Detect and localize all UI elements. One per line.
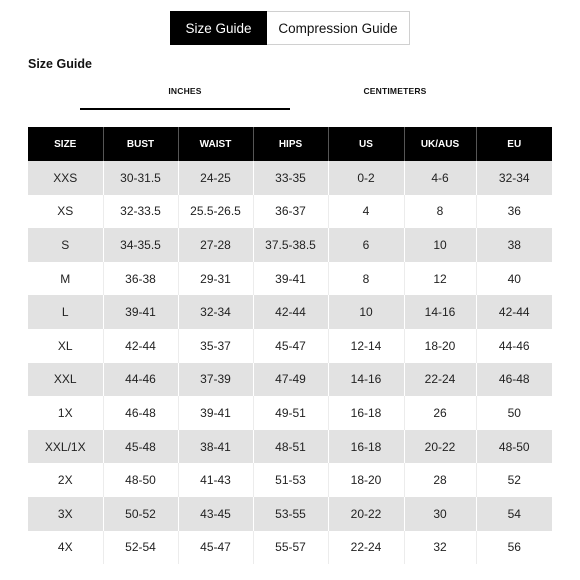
table-cell-hips: 49-51: [253, 396, 328, 430]
table-cell-hips: 39-41: [253, 262, 328, 296]
column-header-bust: BUST: [103, 127, 178, 161]
column-header-us: US: [328, 127, 404, 161]
table-cell-waist: 35-37: [178, 329, 253, 363]
table-cell-waist: 37-39: [178, 363, 253, 397]
table-row: [28, 295, 552, 329]
table-cell-hips: 42-44: [253, 295, 328, 329]
table-cell-waist: 41-43: [178, 463, 253, 497]
table-cell-eu: 54: [476, 497, 552, 531]
table-cell-size: XXL: [28, 363, 103, 397]
table-row: [28, 161, 552, 195]
table-cell-waist: 43-45: [178, 497, 253, 531]
table-cell-waist: 25.5-26.5: [178, 195, 253, 229]
table-cell-hips: 47-49: [253, 363, 328, 397]
table-cell-waist: 39-41: [178, 396, 253, 430]
table-row: [28, 430, 552, 464]
table-cell-size: 3X: [28, 497, 103, 531]
section-title: Size Guide: [28, 57, 92, 71]
table-row: [28, 363, 552, 397]
table-cell-bust: 48-50: [103, 463, 178, 497]
table-row: [28, 228, 552, 262]
table-cell-us: 12-14: [328, 329, 404, 363]
table-cell-size: 2X: [28, 463, 103, 497]
table-cell-eu: 48-50: [476, 430, 552, 464]
table-body: [28, 161, 552, 564]
table-row: [28, 463, 552, 497]
table-cell-uk-aus: 30: [404, 497, 476, 531]
table-cell-uk-aus: 32: [404, 531, 476, 565]
table-row: [28, 497, 552, 531]
table-cell-bust: 46-48: [103, 396, 178, 430]
table-cell-eu: 56: [476, 531, 552, 565]
table-cell-waist: 29-31: [178, 262, 253, 296]
table-cell-bust: 32-33.5: [103, 195, 178, 229]
table-cell-us: 16-18: [328, 430, 404, 464]
table-cell-size: XL: [28, 329, 103, 363]
table-cell-waist: 45-47: [178, 531, 253, 565]
table-cell-eu: 52: [476, 463, 552, 497]
table-cell-uk-aus: 28: [404, 463, 476, 497]
table-cell-eu: 32-34: [476, 161, 552, 195]
table-cell-bust: 30-31.5: [103, 161, 178, 195]
table-cell-bust: 39-41: [103, 295, 178, 329]
table-cell-waist: 24-25: [178, 161, 253, 195]
table-cell-bust: 45-48: [103, 430, 178, 464]
table-cell-hips: 37.5-38.5: [253, 228, 328, 262]
table-cell-hips: 51-53: [253, 463, 328, 497]
table-row: [28, 195, 552, 229]
column-header-size: SIZE: [28, 127, 103, 161]
unit-tab-inches[interactable]: INCHES: [80, 86, 290, 110]
table-cell-us: 18-20: [328, 463, 404, 497]
table-cell-waist: 38-41: [178, 430, 253, 464]
table-cell-us: 4: [328, 195, 404, 229]
guide-tabs: [170, 11, 410, 45]
table-cell-us: 0-2: [328, 161, 404, 195]
table-cell-hips: 53-55: [253, 497, 328, 531]
table-cell-hips: 48-51: [253, 430, 328, 464]
table-cell-us: 10: [328, 295, 404, 329]
table-cell-size: L: [28, 295, 103, 329]
table-cell-uk-aus: 4-6: [404, 161, 476, 195]
table-cell-size: XS: [28, 195, 103, 229]
table-row: [28, 262, 552, 296]
column-header-eu: EU: [476, 127, 552, 161]
table-cell-bust: 34-35.5: [103, 228, 178, 262]
table-row: [28, 531, 552, 565]
table-cell-uk-aus: 10: [404, 228, 476, 262]
table-cell-size: XXL/1X: [28, 430, 103, 464]
size-chart-table: [28, 127, 552, 564]
table-cell-hips: 36-37: [253, 195, 328, 229]
table-cell-eu: 38: [476, 228, 552, 262]
table-cell-us: 8: [328, 262, 404, 296]
table-cell-bust: 50-52: [103, 497, 178, 531]
table-cell-eu: 46-48: [476, 363, 552, 397]
column-header-waist: WAIST: [178, 127, 253, 161]
table-cell-us: 16-18: [328, 396, 404, 430]
table-cell-size: S: [28, 228, 103, 262]
column-header-hips: HIPS: [253, 127, 328, 161]
table-cell-us: 6: [328, 228, 404, 262]
unit-tab-centimeters[interactable]: CENTIMETERS: [363, 86, 427, 96]
table-header-row: [28, 127, 552, 161]
table-cell-eu: 42-44: [476, 295, 552, 329]
table-cell-size: XXS: [28, 161, 103, 195]
table-row: [28, 396, 552, 430]
table-cell-us: 14-16: [328, 363, 404, 397]
column-header-uk-aus: UK/AUS: [404, 127, 476, 161]
table-cell-bust: 44-46: [103, 363, 178, 397]
table-cell-uk-aus: 20-22: [404, 430, 476, 464]
table-cell-size: 1X: [28, 396, 103, 430]
table-cell-bust: 52-54: [103, 531, 178, 565]
table-cell-size: M: [28, 262, 103, 296]
table-cell-bust: 42-44: [103, 329, 178, 363]
tab-size-guide[interactable]: Size Guide: [170, 11, 267, 45]
table-cell-hips: 55-57: [253, 531, 328, 565]
table-cell-hips: 33-35: [253, 161, 328, 195]
table-cell-waist: 32-34: [178, 295, 253, 329]
table-cell-uk-aus: 22-24: [404, 363, 476, 397]
table-cell-hips: 45-47: [253, 329, 328, 363]
table-cell-eu: 36: [476, 195, 552, 229]
table-cell-waist: 27-28: [178, 228, 253, 262]
table-cell-uk-aus: 18-20: [404, 329, 476, 363]
table-cell-uk-aus: 14-16: [404, 295, 476, 329]
table-cell-eu: 40: [476, 262, 552, 296]
table-row: [28, 329, 552, 363]
table-cell-us: 20-22: [328, 497, 404, 531]
table-cell-uk-aus: 12: [404, 262, 476, 296]
table-cell-uk-aus: 26: [404, 396, 476, 430]
table-cell-eu: 50: [476, 396, 552, 430]
table-cell-uk-aus: 8: [404, 195, 476, 229]
table-cell-size: 4X: [28, 531, 103, 565]
table-cell-eu: 44-46: [476, 329, 552, 363]
tab-compression-guide[interactable]: Compression Guide: [267, 11, 410, 45]
table-cell-bust: 36-38: [103, 262, 178, 296]
table-cell-us: 22-24: [328, 531, 404, 565]
